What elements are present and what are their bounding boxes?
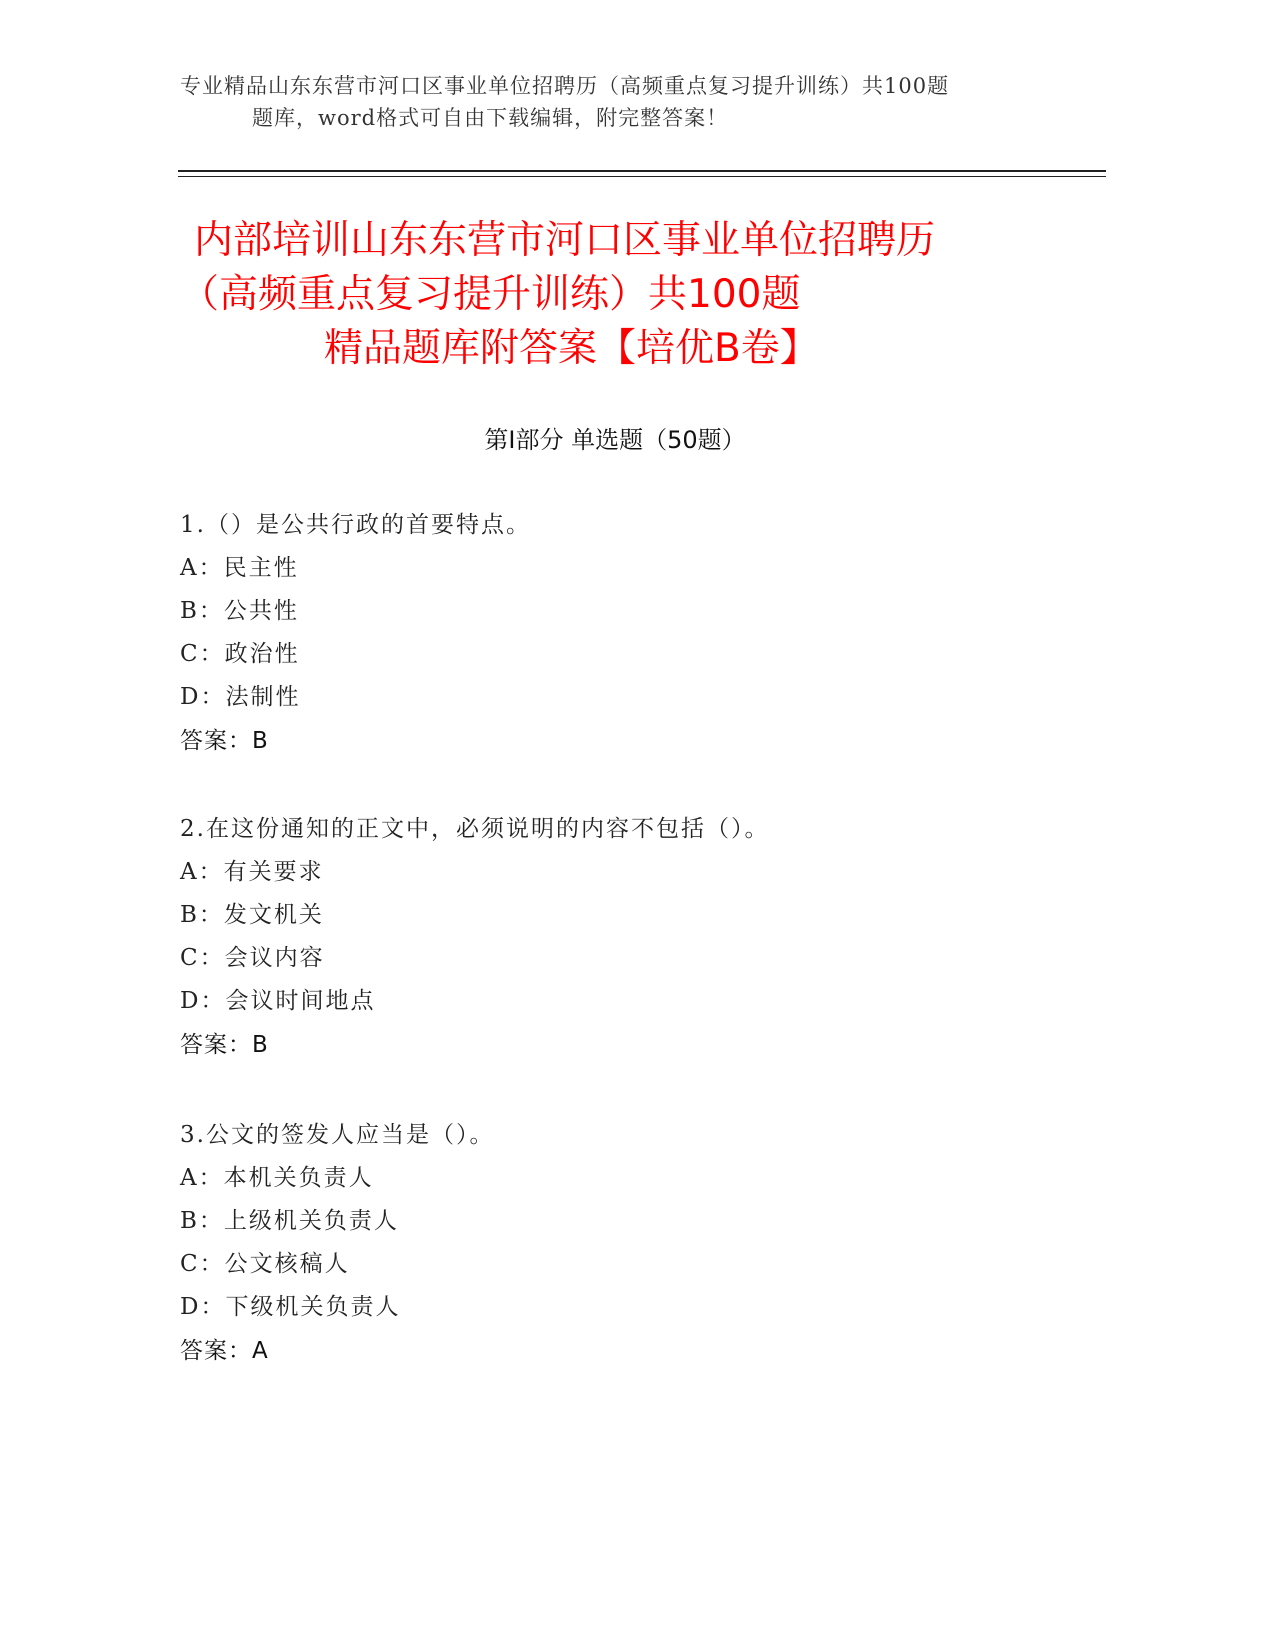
question-stem: 3.公文的签发人应当是（）。 [180,1122,495,1148]
option-d: D：会议时间地点 [180,988,376,1014]
question-1 [180,504,1120,763]
option-a: A：本机关负责人 [180,1165,374,1191]
question-stem: 1.（）是公共行政的首要特点。 [180,512,531,538]
question-3 [180,1114,1120,1373]
answer-line: 答案：A [180,1338,269,1364]
header-line-1: 专业精品山东东营市河口区事业单位招聘历（高频重点复习提升训练）共100题 [180,74,950,98]
document-title [180,214,1110,376]
option-a: A：有关要求 [180,859,324,885]
option-d: D：下级机关负责人 [180,1294,401,1320]
answer-line: 答案：B [180,728,269,754]
header-divider-thick [178,170,1106,172]
option-c: C：会议内容 [180,945,325,971]
header-line-2: 题库，word格式可自由下载编辑，附完整答案！ [252,106,729,130]
answer-line: 答案：B [180,1032,269,1058]
question-2 [180,808,1120,1067]
document-header [180,70,1110,134]
title-line-2: （高频重点复习提升训练）共100题 [180,272,801,317]
option-d: D：法制性 [180,684,301,710]
option-c: C：政治性 [180,641,300,667]
header-divider-thin [178,176,1106,177]
title-line-3: 精品题库附答案【培优B卷】 [324,326,819,371]
option-b: B：上级机关负责人 [180,1208,399,1234]
option-b: B：发文机关 [180,902,324,928]
title-line-1: 内部培训山东东营市河口区事业单位招聘历 [194,218,936,263]
question-stem: 2.在这份通知的正文中，必须说明的内容不包括（）。 [180,816,770,842]
option-c: C：公文核稿人 [180,1251,350,1277]
option-a: A：民主性 [180,555,299,581]
section-title: 第Ⅰ部分 单选题（50题） [484,426,746,454]
option-b: B：公共性 [180,598,299,624]
